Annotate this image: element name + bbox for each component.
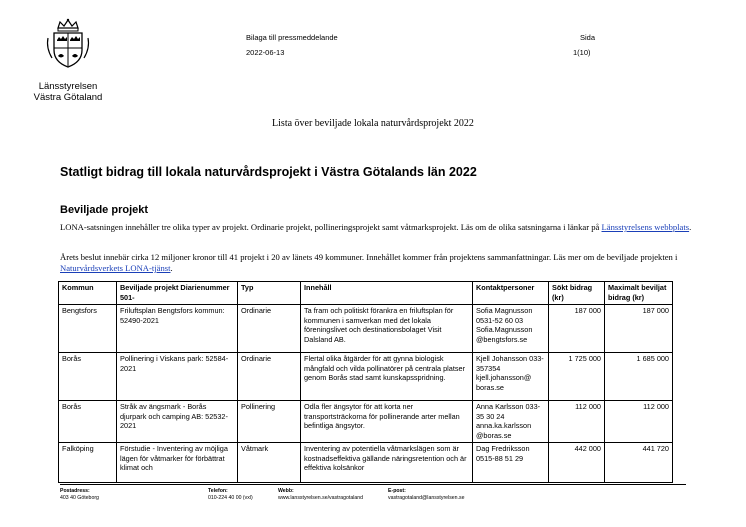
- col-header-beviljat: Maximalt beviljat bidrag (kr): [605, 282, 673, 305]
- intro-text-2: Årets beslut innebär cirka 12 miljoner kronor till 41 projekt i 20 av länets 49 kommuner. Innehållet kommer från projektens sammanfattningar. Läs mer om de beviljade projekten i: [60, 252, 678, 262]
- intro-paragraph-1: [60, 222, 700, 233]
- footer-phone-value: 010-224 40 00 (vxl): [208, 494, 253, 501]
- lansstyrelsen-website-link[interactable]: Länsstyrelsens webbplats: [601, 222, 690, 232]
- cell-sokt: 187 000: [549, 305, 605, 353]
- col-header-kommun: Kommun: [59, 282, 117, 305]
- cell-sokt: 442 000: [549, 443, 605, 483]
- page-title: Statligt bidrag till lokala naturvårdsprojekt i Västra Götalands län 2022: [60, 165, 477, 179]
- col-header-projekt: Beviljade projekt Diarienummer 501-: [117, 282, 238, 305]
- footer-phone: [208, 488, 253, 501]
- table-row: [59, 353, 673, 401]
- cell-beviljat: 441 720: [605, 443, 673, 483]
- footer-web-value[interactable]: www.lansstyrelsen.se/vastragotaland: [278, 494, 364, 501]
- footer-web-label: Webb:: [278, 488, 294, 494]
- cell-kommun: Falköping: [59, 443, 117, 483]
- cell-sokt: 112 000: [549, 401, 605, 443]
- projects-table: [58, 281, 673, 483]
- page-number: 1(10): [573, 48, 591, 57]
- table-header-row: [59, 282, 673, 305]
- footer-email-value[interactable]: vastragotaland@lansstyrelsen.se: [388, 494, 465, 501]
- doc-date: 2022-06-13: [246, 48, 285, 57]
- table-row: [59, 401, 673, 443]
- cell-beviljat: 1 685 000: [605, 353, 673, 401]
- table-row: [59, 443, 673, 483]
- cell-kontakt: Kjell Johansson 033-357354 kjell.johansson@ boras.se: [473, 353, 549, 401]
- footer-address-value: 403 40 Göteborg: [60, 494, 99, 501]
- table-row: [59, 305, 673, 353]
- cell-projekt: Friluftsplan Bengtsfors kommun: 52490-2021: [117, 305, 238, 353]
- cell-beviljat: 112 000: [605, 401, 673, 443]
- cell-typ: Pollinering: [238, 401, 301, 443]
- intro-end-1: .: [689, 222, 692, 232]
- cell-projekt: Stråk av ängsmark - Borås djurpark och camping AB: 52532-2021: [117, 401, 238, 443]
- cell-kontakt: Dag Fredriksson 0515-88 51 29: [473, 443, 549, 483]
- footer-address-label: Postadress:: [60, 488, 90, 494]
- cell-projekt: Pollinering i Viskans park: 52584-2021: [117, 353, 238, 401]
- cell-kontakt: Sofia Magnusson 0531-52 60 03 Sofia.Magnusson @bengtsfors.se: [473, 305, 549, 353]
- cell-typ: Våtmark: [238, 443, 301, 483]
- intro-end-2: .: [170, 263, 173, 273]
- cell-beviljat: 187 000: [605, 305, 673, 353]
- cell-typ: Ordinarie: [238, 305, 301, 353]
- cell-kontakt: Anna Karlsson 033-35 30 24 anna.ka.karlsson @boras.se: [473, 401, 549, 443]
- cell-sokt: 1 725 000: [549, 353, 605, 401]
- cell-innehall: Inventering av potentiella våtmarkslägen som är kostnadseffektiva gällande näringsretention och är effektiva kolsänkor: [301, 443, 473, 483]
- agency-line-1: Länsstyrelsen: [38, 81, 98, 92]
- cell-kommun: Bengtsfors: [59, 305, 117, 353]
- footer-phone-label: Telefon:: [208, 488, 228, 494]
- lona-service-link[interactable]: Naturvårdsverkets LONA-tjänst: [60, 263, 171, 273]
- agency-name: [20, 81, 116, 103]
- col-header-sokt: Sökt bidrag (kr): [549, 282, 605, 305]
- document-subtitle: Lista över beviljade lokala naturvårdsprojekt 2022: [272, 118, 474, 129]
- cell-innehall: Ta fram och politiskt förankra en friluftsplan för kommunen i samverkan med det lokala föreningslivet och destinationsbolaget Visit Dalsland AB.: [301, 305, 473, 353]
- cell-innehall: Odla fler ängsytor för att korta ner transportsträckorna för pollinerande arter mellan befintliga ängsytor.: [301, 401, 473, 443]
- footer-email-label: E-post:: [388, 488, 406, 494]
- doc-label: Bilaga till pressmeddelande: [246, 33, 338, 42]
- cell-innehall: Flertal olika åtgärder för att gynna biologisk mångfald och vilda pollinatörer på centrala platser genom Borås stad samt kunskapsspridning.: [301, 353, 473, 401]
- intro-text-1: LONA-satsningen innehåller tre olika typer av projekt. Ordinarie projekt, pollineringsprojekt samt våtmarksprojekt. Läs om de olika satsningarna i länkar på: [60, 222, 600, 232]
- cell-kommun: Borås: [59, 401, 117, 443]
- coat-of-arms-logo: [44, 18, 92, 70]
- section-heading: Beviljade projekt: [60, 204, 149, 216]
- footer-divider: [60, 484, 686, 485]
- col-header-typ: Typ: [238, 282, 301, 305]
- cell-projekt: Förstudie - Inventering av möjliga lägen för våtmarker för förbättrat klimat och: [117, 443, 238, 483]
- intro-paragraph-2: [60, 252, 700, 274]
- cell-typ: Ordinarie: [238, 353, 301, 401]
- agency-line-2: Västra Götaland: [33, 92, 103, 103]
- footer-address: [60, 488, 99, 501]
- page-label: Sida: [580, 33, 596, 42]
- col-header-innehall: Innehåll: [301, 282, 473, 305]
- footer-email: [388, 488, 465, 501]
- cell-kommun: Borås: [59, 353, 117, 401]
- col-header-kontakt: Kontaktpersoner: [473, 282, 549, 305]
- footer-web: [278, 488, 363, 501]
